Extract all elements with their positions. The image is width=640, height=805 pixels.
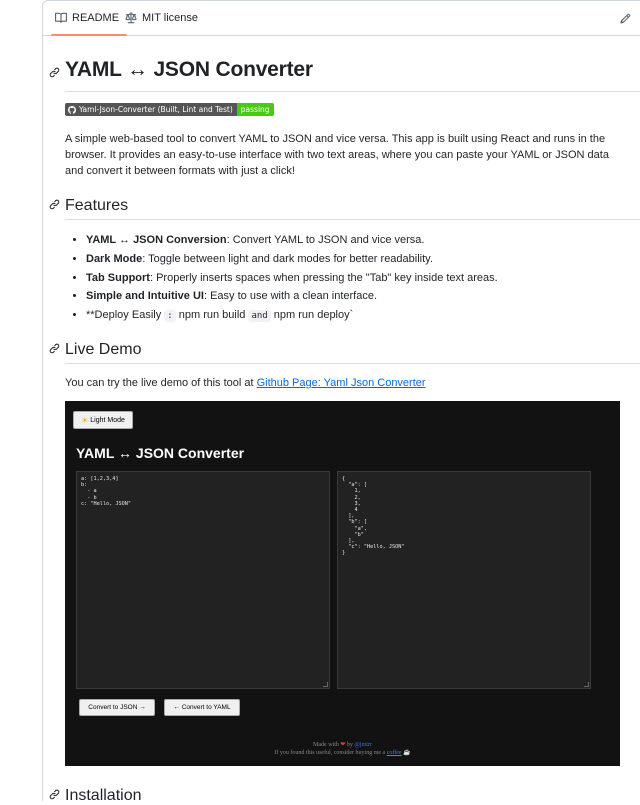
feature-name: Dark Mode [86, 252, 143, 265]
list-item [86, 269, 498, 288]
coffee-link[interactable]: coffee [386, 750, 402, 756]
demo-screenshot [65, 401, 620, 766]
heart-icon: ❤ [340, 742, 346, 748]
tab-license[interactable] [125, 1, 198, 35]
readme-panel [42, 0, 640, 804]
live-demo-link[interactable]: Github Page: Yaml Json Converter [256, 377, 426, 389]
feature-name: Simple and Intuitive UI [86, 290, 204, 303]
footer-made-text: Made with [313, 742, 339, 748]
feature-text: : Convert YAML to JSON and vice versa. [226, 234, 425, 246]
installation-heading: Installation [65, 787, 142, 804]
sun-icon: ☀ [81, 415, 89, 425]
coffee-icon: ☕ [403, 750, 411, 756]
demo-footer-coffee [65, 749, 620, 756]
build-status-badge[interactable] [65, 103, 274, 116]
deploy-text: **Deploy Easily [86, 309, 162, 322]
link-anchor-icon[interactable] [49, 789, 60, 800]
feature-name: YAML ↔ JSON Conversion [86, 234, 227, 246]
list-item [86, 287, 498, 306]
inline-code: : [164, 310, 175, 322]
link-anchor-icon[interactable] [49, 199, 60, 210]
live-demo-divider [65, 363, 640, 364]
link-anchor-icon[interactable] [49, 67, 60, 78]
footer-by-text: by [346, 742, 353, 748]
features-list [65, 231, 498, 325]
feature-name: Tab Support [86, 271, 150, 284]
feature-text: : Properly inserts spaces when pressing the "Tab" key inside text areas. [149, 271, 498, 284]
deploy-command: npm run build [178, 309, 246, 322]
live-demo-paragraph [65, 375, 625, 391]
live-demo-text: You can try the live demo of this tool at [65, 377, 257, 389]
book-icon [55, 12, 67, 24]
demo-title: YAML ↔ JSON Converter [76, 445, 245, 461]
light-mode-label: Light Mode [90, 416, 125, 424]
inline-code: and [248, 310, 270, 322]
badge-status: passing [237, 103, 274, 116]
law-icon [125, 12, 137, 24]
author-link[interactable]: @jmtrr [354, 742, 372, 748]
github-icon [68, 106, 76, 114]
convert-to-json-button[interactable]: Convert to JSON → [79, 699, 155, 716]
live-demo-heading: Live Demo [65, 341, 142, 358]
yaml-textarea[interactable]: a: [1,2,3,4] b: - a - b c: "Hello, JSON" [76, 471, 330, 689]
demo-footer-credit [65, 741, 620, 748]
footer-coffee-text: If you found this useful, consider buying me a [274, 750, 386, 756]
convert-to-yaml-button[interactable]: ← Convert to YAML [164, 699, 240, 716]
tab-readme-label: README [72, 12, 120, 24]
readme-title: YAML ↔ JSON Converter [65, 58, 313, 81]
json-textarea[interactable]: { "a": [ 1, 2, 3, 4 ], "b": [ "a", "b" ], "c": "Hello, JSON" } [337, 471, 591, 689]
list-item [86, 250, 498, 269]
edit-pencil-icon[interactable] [620, 11, 631, 29]
title-divider [65, 91, 640, 92]
features-divider [65, 219, 640, 220]
feature-text: : Easy to use with a clean interface. [203, 290, 378, 303]
features-heading: Features [65, 197, 129, 214]
tab-readme[interactable] [55, 1, 119, 35]
readme-tabbar [43, 1, 640, 36]
list-item [86, 306, 498, 325]
feature-text: : Toggle between light and dark modes for better readability. [142, 252, 433, 265]
link-anchor-icon[interactable] [49, 343, 60, 354]
intro-paragraph: A simple web-based tool to convert YAML to JSON and vice versa. This app is built using React and runs in the browser. It provides an easy-to-use interface with two text areas, where you can paste your YAML or JSON data and convert it between formats with just a click! [65, 133, 609, 177]
deploy-command: npm run deploy` [273, 309, 354, 322]
badge-label: Yaml-Json-Converter (Built, Lint and Test) [79, 105, 233, 114]
list-item [86, 231, 498, 250]
tab-license-label: MIT license [142, 12, 199, 24]
light-mode-button[interactable] [73, 411, 133, 429]
